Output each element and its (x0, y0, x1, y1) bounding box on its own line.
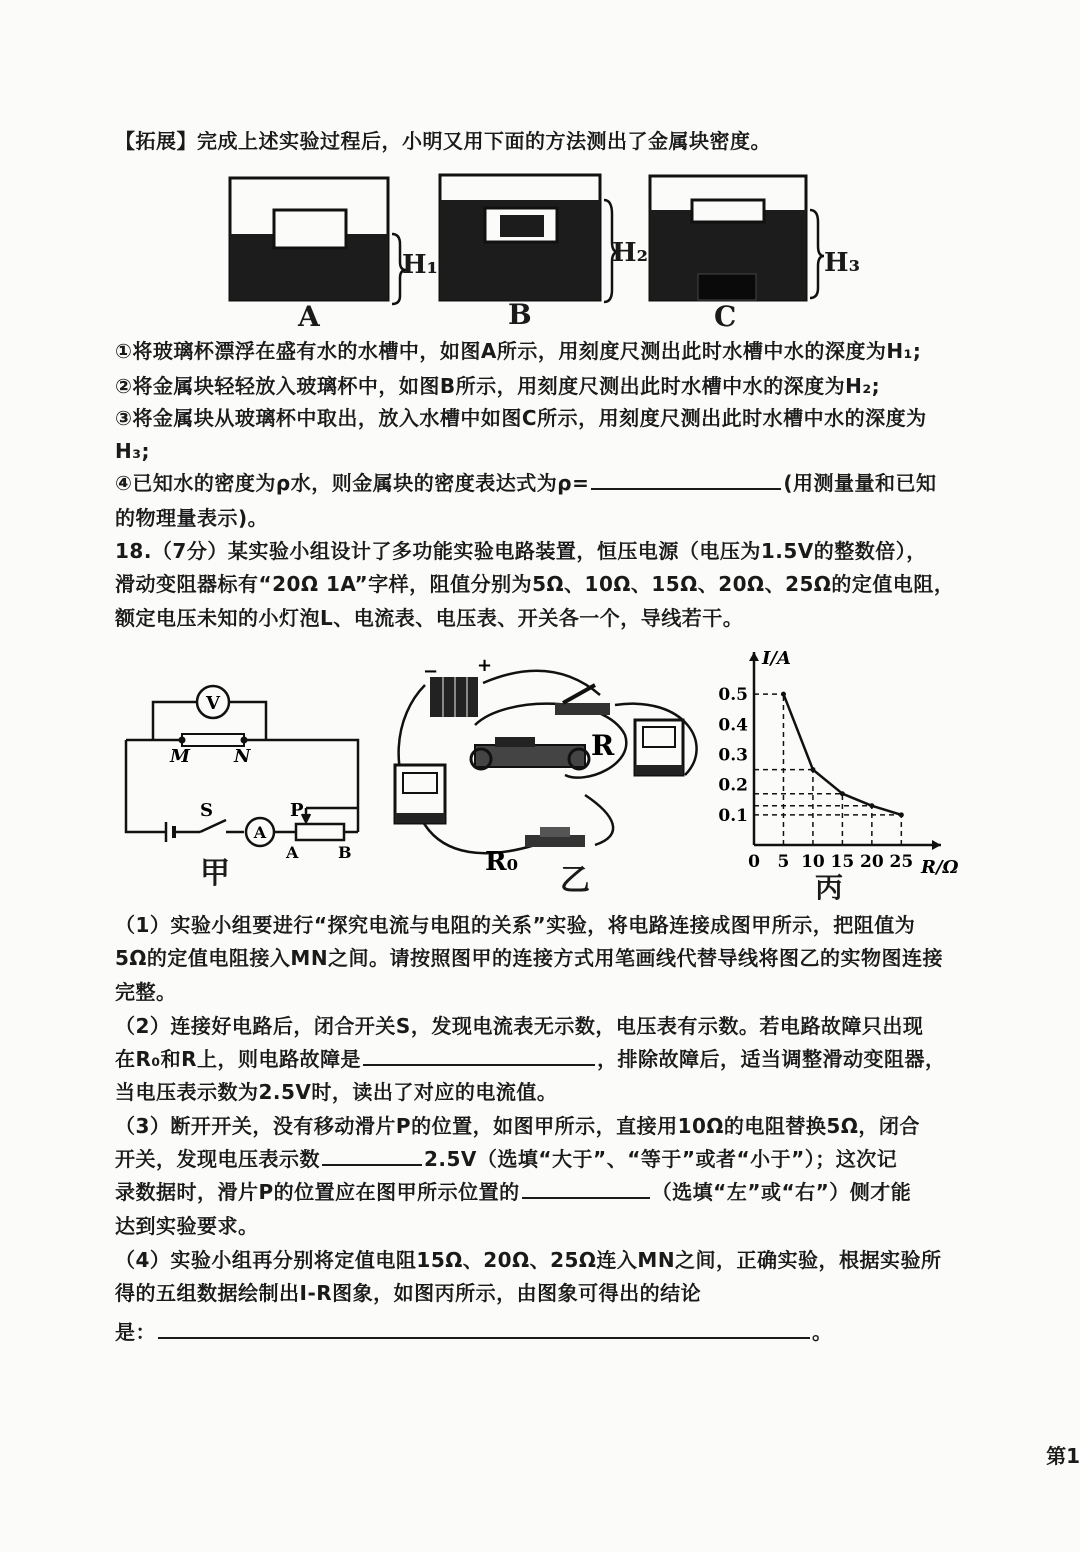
battery-box (430, 677, 478, 717)
q18-line-3: 额定电压未知的小灯泡L、电流表、电压表、开关各一个，导线若干。 (115, 606, 744, 630)
part2-line-3: 当电压表示数为2.5V时，读出了对应的电流值。 (115, 1080, 558, 1104)
y-tick-label: 0.4 (718, 715, 748, 736)
caption-a: A (298, 300, 320, 333)
brace-h3 (810, 210, 824, 298)
q18-line-2: 滑动变阻器标有“20Ω 1A”字样，阻值分别为5Ω、10Ω、15Ω、20Ω、25Ω的定值电阻， (115, 572, 955, 596)
y-tick-label: 0.1 (718, 805, 748, 826)
label-p: P (290, 800, 304, 821)
part3-text-d: （选填“左”或“右”）侧才能 (651, 1180, 912, 1204)
circuit-diagram-jia (118, 680, 368, 880)
part1-line-2: 5Ω的定值电阻接入MN之间。请按照图甲的连接方式用笔画线代替导线将图乙的实物图连接 (115, 946, 944, 970)
voltmeter-label: V (206, 693, 220, 714)
data-point (899, 812, 904, 817)
step-2: ②将金属块轻轻放入玻璃杯中，如图B所示，用刻度尺测出此时水槽中水的深度为H₂; (115, 374, 881, 398)
rheostat-device (471, 737, 589, 769)
part3-line-2 (115, 1144, 897, 1174)
x-tick-label: 25 (889, 852, 914, 872)
caption-yi: 乙 (560, 863, 590, 898)
x-axis-arrow (932, 840, 941, 850)
step-4-cont: 的物理量表示)。 (115, 506, 269, 530)
x-axis-label: R/Ω (921, 857, 959, 878)
step-3-cont: H₃; (115, 439, 150, 463)
step-4-text-2: (用测量量和已知 (783, 471, 937, 495)
y-axis-arrow (749, 652, 759, 661)
label-h1: H₁ (402, 250, 438, 280)
part2-text-b: ，排除故障后，适当调整滑动变阻器， (597, 1047, 946, 1071)
caption-b: B (508, 298, 532, 331)
caption-c: C (714, 300, 737, 333)
voltage-compare-blank[interactable] (322, 1144, 422, 1166)
label-end-a: A (286, 843, 299, 862)
part1-line-1: （1）实验小组要进行“探究电流与电阻的关系”实验，将电路连接成图甲所示，把阻值为 (115, 913, 916, 937)
x-tick-label: 5 (777, 852, 790, 872)
apparatus-figure-yi (385, 655, 715, 885)
label-r0: R₀ (485, 847, 518, 877)
part2-line-1: （2）连接好电路后，闭合开关S，发现电流表无示数，电压表有示数。若电路故障只出现 (115, 1014, 924, 1038)
data-point (840, 791, 845, 796)
slider-direction-blank[interactable] (522, 1177, 650, 1199)
ammeter-label: A (253, 823, 267, 842)
tank-c (650, 176, 806, 300)
part2-line-2 (115, 1044, 946, 1074)
data-point (869, 803, 874, 808)
part4-text-a: 是： (115, 1320, 156, 1344)
extension-intro: 【拓展】完成上述实验过程后，小明又用下面的方法测出了金属块密度。 (115, 129, 771, 153)
step-1: ①将玻璃杯漂浮在盛有水的水槽中，如图A所示，用刻度尺测出此时水槽中水的深度为H₁; (115, 339, 922, 363)
battery-minus: − (423, 661, 439, 682)
part4-text-b: 。 (812, 1320, 833, 1344)
battery-plus: + (477, 655, 493, 676)
label-end-b: B (338, 843, 352, 862)
part2-text-a: 在R₀和R上，则电路故障是 (115, 1047, 362, 1071)
label-n: N (234, 746, 251, 767)
step-4 (115, 468, 936, 498)
step-4-text: ④已知水的密度为ρ水，则金属块的密度表达式为ρ= (115, 471, 590, 495)
x-tick-label: 15 (830, 852, 855, 872)
q18-line-1: 18.（7分）某实验小组设计了多功能实验电路装置，恒压电源（电压为1.5V的整数倍）， (115, 539, 927, 563)
y-tick-label: 0.5 (718, 685, 748, 706)
y-axis-label: I/A (762, 648, 791, 669)
density-answer-blank[interactable] (591, 468, 781, 490)
label-s: S (200, 800, 213, 821)
part4-line-3 (115, 1317, 833, 1347)
tank-a (230, 178, 388, 300)
part3-text-a: 开关，发现电压表示数 (115, 1147, 320, 1171)
y-tick-label: 0.2 (718, 775, 748, 796)
part3-line-1: （3）断开开关，没有移动滑片P的位置，如图甲所示，直接用10Ω的电阻替换5Ω，闭合 (115, 1114, 920, 1138)
page-number: 第1 (1046, 1444, 1080, 1468)
ammeter-device (635, 720, 683, 775)
x-tick-label: 10 (801, 852, 825, 872)
caption-bing: 丙 (815, 871, 844, 904)
part4-line-2: 得的五组数据绘制出I-R图象，如图丙所示，由图象可得出的结论 (115, 1281, 702, 1305)
label-h3: H₃ (824, 248, 860, 278)
i-r-chart (712, 645, 959, 880)
voltmeter-device (395, 765, 445, 823)
x-tick-label: 0 (748, 852, 760, 872)
data-point (781, 692, 786, 697)
conclusion-answer-blank[interactable] (158, 1317, 810, 1339)
step-3: ③将金属块从玻璃杯中取出，放入水槽中如图C所示，用刻度尺测出此时水槽中水的深度为 (115, 406, 927, 430)
part3-line-3 (115, 1177, 911, 1207)
y-tick-label: 0.3 (718, 745, 748, 766)
part3-text-b: 2.5V（选填“大于”、“等于”或者“小于”）；这次记 (424, 1147, 898, 1171)
label-r: R (591, 729, 615, 762)
x-tick-label: 20 (860, 852, 884, 872)
data-point (810, 767, 815, 772)
part1-line-3: 完整。 (115, 980, 177, 1004)
fault-answer-blank[interactable] (363, 1044, 595, 1066)
part4-line-1: （4）实验小组再分别将定值电阻15Ω、20Ω、25Ω连入MN之间，正确实验，根据实验所 (115, 1248, 942, 1272)
fixed-resistor-device (525, 827, 585, 847)
part3-text-c: 录数据时，滑片P的位置应在图甲所示位置的 (115, 1180, 520, 1204)
label-m: M (170, 746, 190, 767)
part3-line-4: 达到实验要求。 (115, 1214, 259, 1238)
switch-device (555, 685, 610, 715)
tank-b (440, 175, 600, 300)
label-h2: H₂ (612, 238, 648, 268)
caption-jia: 甲 (200, 856, 230, 891)
